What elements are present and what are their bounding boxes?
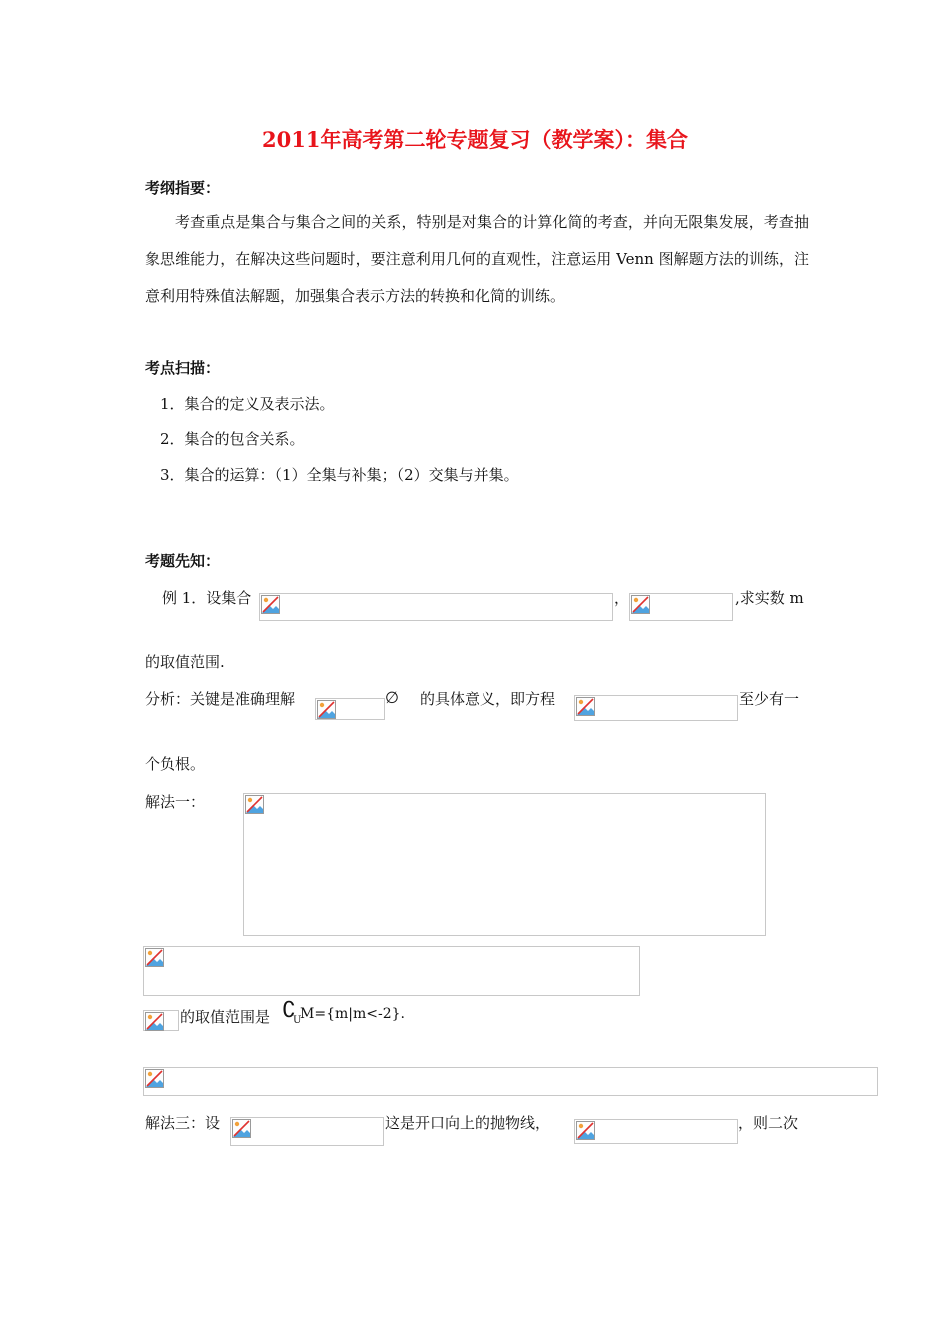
- complement-symbol: ∁: [282, 998, 296, 1023]
- broken-image-icon: [245, 795, 264, 814]
- formula-image: [143, 1067, 878, 1096]
- points-heading: 考点扫描：: [145, 359, 221, 377]
- example-prefix: 例 1．设集合: [162, 589, 252, 607]
- broken-image-icon: [261, 595, 280, 614]
- formula-image: [315, 698, 385, 720]
- point-item: 3．集合的运算：（1）全集与补集；（2）交集与并集。: [160, 466, 519, 484]
- outline-paragraph: 考查重点是集合与集合之间的关系，特别是对集合的计算化简的考查，并向无限集发展，考查抽象思维能力，在解决这些问题时，要注意利用几何的直观性，注意运用 Venn 图解题方法的训练，注意利用特殊值法解题，加强集合表示方法的转换和化简的训练。: [145, 213, 809, 305]
- solution3-prefix: 解法三：设: [145, 1114, 221, 1132]
- solution1-label: 解法一：: [145, 793, 206, 811]
- broken-image-icon: [317, 700, 336, 719]
- result-set: M={m|m<-2}.: [300, 1006, 405, 1022]
- example-line2: 的取值范围.: [145, 653, 225, 671]
- broken-image-icon: [576, 1121, 595, 1140]
- broken-image-icon: [232, 1119, 251, 1138]
- formula-image: [243, 793, 766, 936]
- analysis-prefix: 分析：关键是准确理解: [145, 690, 296, 708]
- example-comma: ，: [614, 589, 630, 607]
- broken-image-icon: [631, 595, 650, 614]
- formula-image: [574, 695, 738, 721]
- example-suffix: ,求实数 m: [735, 589, 804, 607]
- prior-heading: 考题先知：: [145, 552, 221, 570]
- point-item: 1．集合的定义及表示法。: [160, 395, 335, 413]
- formula-image: [574, 1119, 738, 1144]
- formula-image: [230, 1117, 384, 1146]
- analysis-suffix: 至少有一: [739, 690, 800, 708]
- broken-image-icon: [145, 1012, 164, 1031]
- formula-image: [629, 593, 733, 621]
- empty-set-symbol: ∅: [385, 688, 399, 707]
- page-title: 2011年高考第二轮专题复习（教学案）：集合: [262, 127, 688, 152]
- broken-image-icon: [145, 948, 164, 967]
- formula-image: [143, 946, 640, 996]
- point-item: 2．集合的包含关系。: [160, 430, 305, 448]
- analysis-middle: 的具体意义，即方程: [420, 690, 556, 708]
- solution3-suffix: ，则二次: [738, 1114, 799, 1132]
- result-text: 的取值范围是: [180, 1008, 271, 1026]
- broken-image-icon: [145, 1069, 164, 1088]
- complement-subscript: U: [293, 1015, 302, 1026]
- formula-image: [259, 593, 613, 621]
- analysis-line2: 个负根。: [145, 755, 206, 773]
- outline-heading: 考纲指要：: [145, 179, 221, 197]
- formula-image: [143, 1010, 179, 1031]
- solution3-middle: 这是开口向上的抛物线，: [385, 1114, 551, 1132]
- broken-image-icon: [576, 697, 595, 716]
